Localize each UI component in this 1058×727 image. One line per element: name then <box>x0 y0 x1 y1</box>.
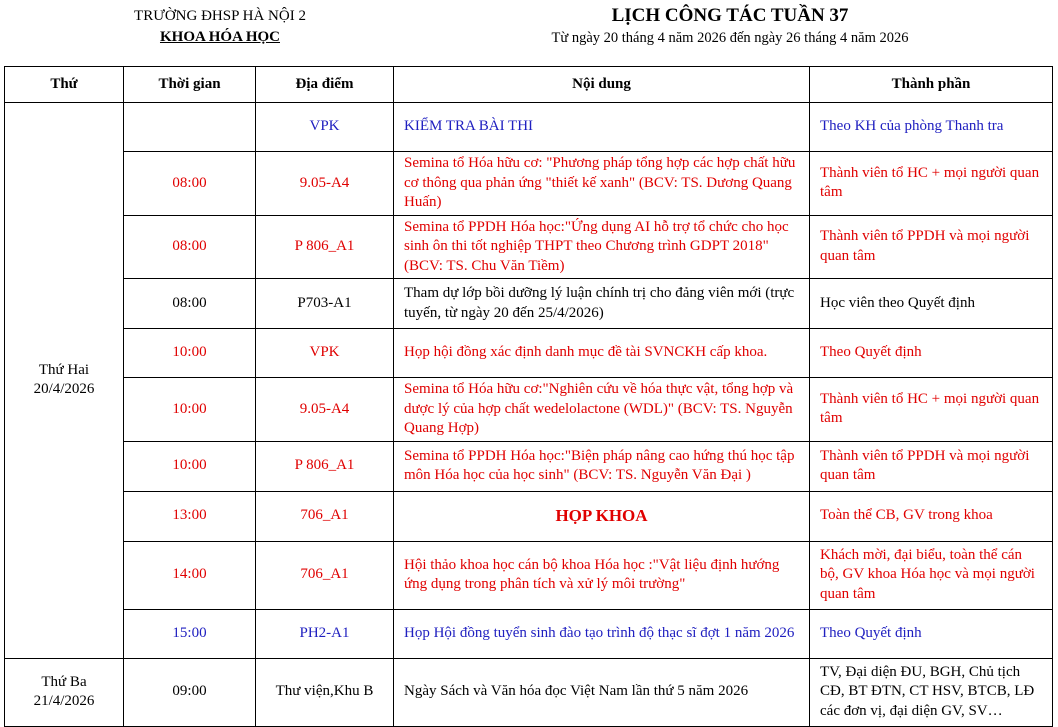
place-cell: 9.05-A4 <box>256 378 394 442</box>
day-name: Thứ Ba <box>41 673 87 690</box>
time-cell: 08:00 <box>124 279 256 329</box>
table-row <box>5 378 1053 442</box>
place-cell: P 806_A1 <box>256 215 394 279</box>
participants-cell: Theo KH của phòng Thanh tra <box>810 103 1053 152</box>
column-header-content: Nội dung <box>394 67 810 103</box>
participants-cell: Thành viên tổ HC + mọi người quan tâm <box>810 152 1053 216</box>
column-header-participants: Thành phần <box>810 67 1053 103</box>
department-name: KHOA HÓA HỌC <box>159 29 280 45</box>
time-cell: 08:00 <box>124 215 256 279</box>
table-row <box>5 658 1053 726</box>
participants-cell: Thành viên tổ PPDH và mọi người quan tâm <box>810 215 1053 279</box>
place-cell: Thư viện,Khu B <box>256 658 394 726</box>
participants-cell: Học viên theo Quyết định <box>810 279 1053 329</box>
time-cell: 15:00 <box>124 609 256 658</box>
time-cell: 10:00 <box>124 378 256 442</box>
table-row <box>5 329 1053 378</box>
time-cell: 09:00 <box>124 658 256 726</box>
participants-cell: Khách mời, đại biểu, toàn thể cán bộ, GV khoa Hóa học và mọi người quan tâm <box>810 541 1053 609</box>
table-row <box>5 541 1053 609</box>
content-cell: HỌP KHOA <box>394 491 810 541</box>
table-row <box>5 609 1053 658</box>
place-cell: P 806_A1 <box>256 441 394 491</box>
place-cell: VPK <box>256 329 394 378</box>
content-cell: Semina tổ PPDH Hóa học:"Biện pháp nâng cao hứng thú học tập môn Hóa học của học sinh" (BCV: TS. Nguyễn Văn Đại ) <box>394 441 810 491</box>
participants-cell: Thành viên tổ PPDH và mọi người quan tâm <box>810 441 1053 491</box>
day-cell-tuesday <box>5 658 124 726</box>
place-cell: PH2-A1 <box>256 609 394 658</box>
time-cell: 14:00 <box>124 541 256 609</box>
content-cell: Semina tổ PPDH Hóa học:"Ứng dụng AI hỗ trợ tổ chức cho học sinh ôn thi tốt nghiệp THPT theo Chương trình GDPT 2018" (BCV: TS. Chu Văn Tiềm) <box>394 215 810 279</box>
time-cell: 08:00 <box>124 152 256 216</box>
table-row <box>5 279 1053 329</box>
place-cell: P703-A1 <box>256 279 394 329</box>
place-cell: 706_A1 <box>256 541 394 609</box>
table-row <box>5 215 1053 279</box>
time-cell: 13:00 <box>124 491 256 541</box>
school-name: TRƯỜNG ĐHSP HÀ NỘI 2 <box>134 8 306 24</box>
table-row <box>5 152 1053 216</box>
participants-cell: Theo Quyết định <box>810 329 1053 378</box>
day-date: 20/4/2026 <box>33 381 95 398</box>
content-cell: Semina tổ Hóa hữu cơ:"Nghiên cứu về hóa thực vật, tổng hợp và dược lý của hợp chất wedelolactone (WDL)" (BCV: TS. Nguyễn Quang Hợp) <box>394 378 810 442</box>
table-row <box>5 103 1053 152</box>
participants-cell: Toàn thể CB, GV trong khoa <box>810 491 1053 541</box>
table-row <box>5 441 1053 491</box>
school-header <box>100 6 340 48</box>
schedule-title: LỊCH CÔNG TÁC TUẦN 37 <box>611 5 849 26</box>
column-header-day: Thứ <box>5 67 124 103</box>
participants-cell: Theo Quyết định <box>810 609 1053 658</box>
table-row <box>5 491 1053 541</box>
place-cell: 706_A1 <box>256 491 394 541</box>
content-cell: Semina tổ Hóa hữu cơ: "Phương pháp tổng hợp các hợp chất hữu cơ thông qua phản ứng "thiết kế xanh" (BCV: TS. Dương Quang Huấn) <box>394 152 810 216</box>
day-date: 21/4/2026 <box>33 693 95 709</box>
content-cell: Ngày Sách và Văn hóa đọc Việt Nam lần thứ 5 năm 2026 <box>394 658 810 726</box>
time-cell <box>124 103 256 152</box>
content-cell: Họp hội đồng xác định danh mục đề tài SVNCKH cấp khoa. <box>394 329 810 378</box>
schedule-header <box>470 4 990 48</box>
schedule-table <box>4 66 1053 727</box>
place-cell: VPK <box>256 103 394 152</box>
participants-cell: TV, Đại diện ĐU, BGH, Chủ tịch CĐ, BT ĐTN, CT HSV, BTCB, LĐ các đơn vị, đại diện GV, SV… <box>810 658 1053 726</box>
table-header-row <box>5 67 1053 103</box>
column-header-time: Thời gian <box>124 67 256 103</box>
time-cell: 10:00 <box>124 329 256 378</box>
content-cell: Họp Hội đồng tuyển sinh đào tạo trình độ thạc sĩ đợt 1 năm 2026 <box>394 609 810 658</box>
participants-cell: Thành viên tổ HC + mọi người quan tâm <box>810 378 1053 442</box>
content-cell: Tham dự lớp bồi dưỡng lý luận chính trị cho đảng viên mới (trực tuyến, từ ngày 20 đến 25/4/2026) <box>394 279 810 329</box>
column-header-place: Địa điểm <box>256 67 394 103</box>
day-name: Thứ Hai <box>38 361 90 378</box>
schedule-date-range: Từ ngày 20 tháng 4 năm 2026 đến ngày 26 tháng 4 năm 2026 <box>551 30 909 46</box>
content-cell: KIỂM TRA BÀI THI <box>394 103 810 152</box>
place-cell: 9.05-A4 <box>256 152 394 216</box>
time-cell: 10:00 <box>124 441 256 491</box>
content-cell: Hội thảo khoa học cán bộ khoa Hóa học :"Vật liệu định hướng ứng dụng trong phân tích và xử lý môi trường" <box>394 541 810 609</box>
day-cell-monday <box>5 103 124 659</box>
